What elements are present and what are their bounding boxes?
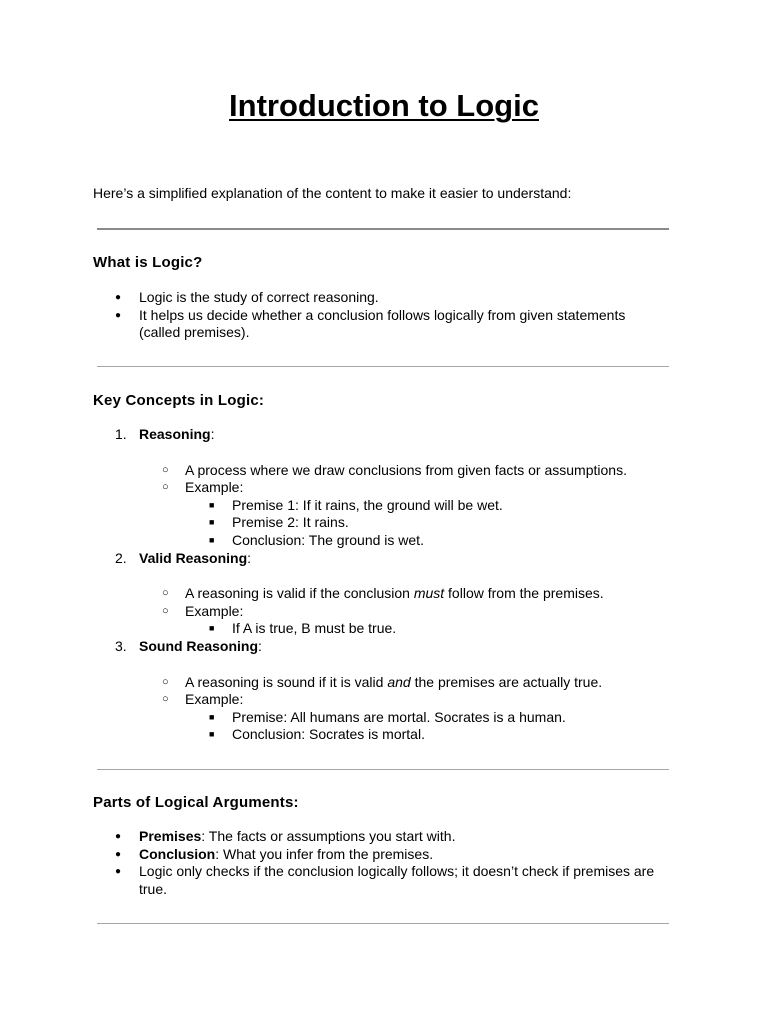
- list-number: 1.: [115, 426, 127, 442]
- emphasis: must: [413, 585, 445, 602]
- sub-item: ○ Example:: [93, 603, 673, 621]
- bullet-list: [93, 289, 673, 342]
- spacer: [93, 444, 673, 462]
- example-item: ■ Premise 1: If it rains, the ground will be wet.: [93, 497, 673, 515]
- text: : What you infer from the premises.: [215, 845, 434, 862]
- list-item: [93, 828, 673, 846]
- spacer: [93, 656, 673, 674]
- section-what-is-logic: [93, 253, 673, 342]
- list-number: 2.: [115, 549, 127, 566]
- divider: [97, 366, 669, 367]
- example-item: ■ Premise: All humans are mortal. Socrates is a human.: [93, 709, 673, 727]
- text: Logic only checks if the conclusion logically follows; it doesn’t check if premises are: [139, 863, 655, 880]
- bullet-list: [93, 828, 673, 898]
- text: : The facts or assumptions you start with.: [201, 828, 456, 844]
- divider: [97, 228, 669, 230]
- list-item-valid-reasoning: [93, 550, 673, 568]
- sub-item: ○ Example:: [93, 479, 673, 497]
- section-parts-of-arguments: [93, 793, 673, 898]
- list-item-sound-reasoning: [93, 638, 673, 656]
- section-heading: What is Logic?: [93, 254, 203, 271]
- sub-item: [93, 674, 673, 692]
- spacer: [93, 567, 673, 585]
- emphasis: and: [387, 673, 411, 690]
- colon: :: [247, 549, 252, 566]
- list-item: ● Logic is the study of correct reasoning.: [93, 289, 673, 307]
- section-heading: Key Concepts in Logic:: [93, 392, 265, 409]
- text: the premises are actually true.: [410, 673, 603, 690]
- example-item: ■ Conclusion: Socrates is mortal.: [93, 726, 673, 744]
- colon: :: [210, 426, 215, 442]
- example-item: ■ Conclusion: The ground is wet.: [93, 532, 673, 550]
- list-item: [93, 846, 673, 864]
- list-item-text: It helps us decide whether a conclusion follows logically from given statements: [139, 306, 626, 323]
- text: follow from the premises.: [444, 585, 604, 602]
- text: A reasoning is sound if it is valid: [185, 673, 388, 690]
- sub-item: [93, 585, 673, 603]
- list-item: [93, 307, 673, 342]
- divider: [97, 923, 669, 924]
- intro-text: Here’s a simplified explanation of the content to make it easier to understand:: [93, 185, 572, 201]
- sub-item: ○ A process where we draw conclusions from given facts or assumptions.: [93, 462, 673, 480]
- colon: :: [258, 637, 262, 654]
- list-item-reasoning: [93, 426, 673, 444]
- term: Conclusion: [139, 845, 216, 862]
- text: A reasoning is valid if the conclusion: [185, 585, 414, 602]
- section-heading: Parts of Logical Arguments:: [93, 794, 299, 811]
- term: Sound Reasoning: [139, 637, 258, 654]
- term: Premises: [139, 828, 202, 844]
- example-item: ■ If A is true, B must be true.: [93, 620, 673, 638]
- example-item: ■ Premise 2: It rains.: [93, 514, 673, 532]
- term: Reasoning: [139, 426, 211, 442]
- divider: [97, 769, 669, 770]
- page-title: Introduction to Logic: [229, 88, 539, 123]
- term: Valid Reasoning: [139, 549, 248, 566]
- text: true.: [139, 880, 168, 897]
- numbered-list: [93, 426, 673, 744]
- section-key-concepts: [93, 391, 673, 744]
- list-item-text: (called premises).: [139, 324, 250, 341]
- list-number: 3.: [115, 637, 127, 654]
- sub-item: ○ Example:: [93, 691, 673, 709]
- list-item: [93, 863, 673, 898]
